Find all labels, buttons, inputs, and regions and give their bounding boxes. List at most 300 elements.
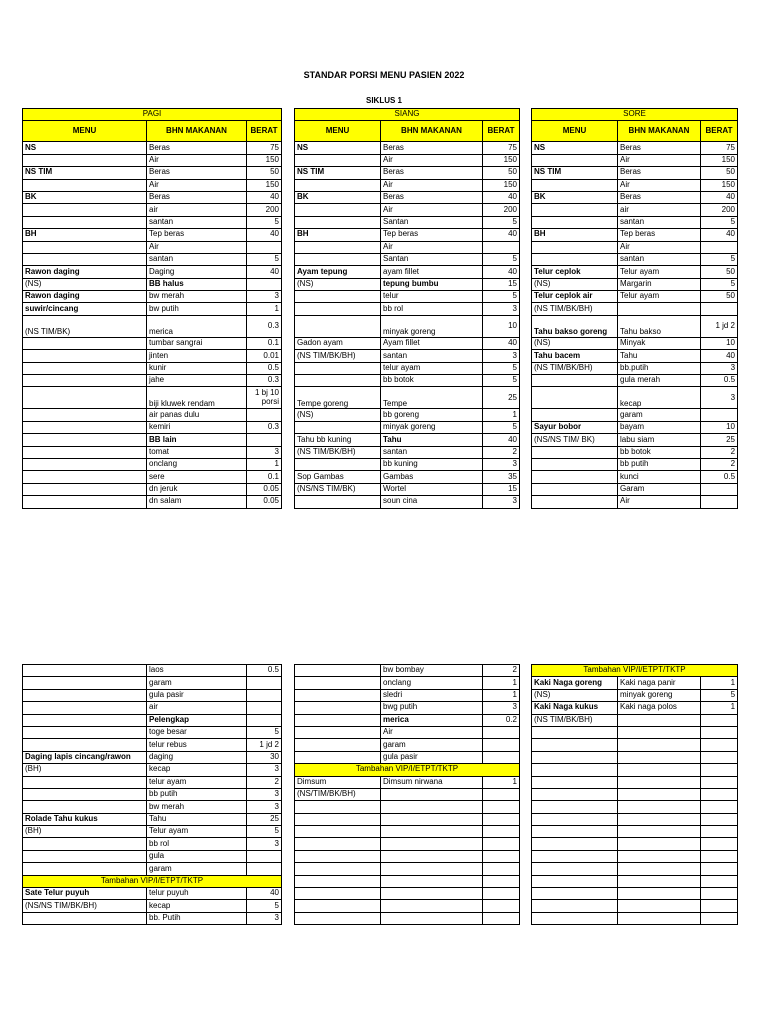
berat-cell xyxy=(483,912,520,924)
table-row xyxy=(23,726,282,738)
berat-cell: 0.5 xyxy=(247,362,282,374)
table-row xyxy=(295,375,520,387)
menu-cell xyxy=(295,216,381,228)
table-row xyxy=(23,434,282,446)
menu-cell xyxy=(295,362,381,374)
table-row xyxy=(295,689,520,701)
berat-cell: 5 xyxy=(701,278,738,290)
berat-cell xyxy=(701,850,738,862)
bhn-cell xyxy=(618,714,701,726)
menu-cell: Tahu bacem xyxy=(532,350,618,362)
berat-cell: 3 xyxy=(247,838,282,850)
bhn-cell xyxy=(618,912,701,924)
table-row xyxy=(23,863,282,875)
bhn-cell: tepung bumbu xyxy=(381,278,483,290)
menu-cell: BH xyxy=(23,229,147,241)
menu-cell: Daging lapis cincang/rawon xyxy=(23,751,147,763)
bhn-cell: bb botok xyxy=(618,446,701,458)
berat-cell: 3 xyxy=(483,458,520,470)
table-row xyxy=(532,216,738,228)
bhn-cell: Tempe xyxy=(381,387,483,409)
table-row xyxy=(23,702,282,714)
menu-cell: (NS) xyxy=(295,278,381,290)
berat-cell xyxy=(701,751,738,763)
table-row xyxy=(532,739,738,751)
bhn-cell: santan xyxy=(147,253,247,265)
bhn-cell: minyak goreng xyxy=(618,689,701,701)
berat-cell xyxy=(701,496,738,508)
berat-cell: 2 xyxy=(483,446,520,458)
bhn-cell: gula xyxy=(147,850,247,862)
berat-cell xyxy=(701,900,738,912)
table-row xyxy=(23,838,282,850)
bhn-cell xyxy=(618,726,701,738)
table-row xyxy=(23,788,282,800)
menu-cell xyxy=(532,458,618,470)
bhn-cell: Pelengkap xyxy=(147,714,247,726)
berat-cell: 0.1 xyxy=(247,337,282,349)
bhn-cell: bb. Putih xyxy=(147,912,247,924)
menu-cell xyxy=(532,875,618,887)
table-row xyxy=(532,714,738,726)
table-row xyxy=(532,458,738,470)
bhn-cell xyxy=(618,888,701,900)
berat-cell xyxy=(483,900,520,912)
menu-cell: Kaki Naga kukus xyxy=(532,702,618,714)
table-row xyxy=(532,850,738,862)
table-row xyxy=(532,337,738,349)
menu-cell xyxy=(295,689,381,701)
bhn-cell: Garam xyxy=(618,483,701,495)
berat-cell: 35 xyxy=(483,471,520,483)
table-row xyxy=(23,167,282,179)
berat-cell: 5 xyxy=(247,216,282,228)
menu-cell xyxy=(532,888,618,900)
table-row xyxy=(532,496,738,508)
menu-cell xyxy=(23,496,147,508)
table-row xyxy=(23,266,282,278)
berat-cell: 150 xyxy=(247,154,282,166)
bhn-cell: onclang xyxy=(147,458,247,470)
table-row xyxy=(532,471,738,483)
menu-cell xyxy=(23,204,147,216)
bhn-cell: Kaki naga panir xyxy=(618,677,701,689)
berat-cell xyxy=(483,788,520,800)
berat-cell: 40 xyxy=(483,337,520,349)
menu-cell xyxy=(532,154,618,166)
bhn-cell xyxy=(618,863,701,875)
bhn-cell xyxy=(381,888,483,900)
berat-cell xyxy=(483,888,520,900)
table-row xyxy=(295,229,520,241)
menu-cell xyxy=(23,241,147,253)
berat-cell: 150 xyxy=(483,154,520,166)
berat-cell: 5 xyxy=(247,253,282,265)
header-berat: BERAT xyxy=(701,121,738,142)
berat-cell: 1 xyxy=(483,409,520,421)
table-row xyxy=(532,179,738,191)
table-row xyxy=(23,776,282,788)
menu-cell xyxy=(532,788,618,800)
berat-cell: 3 xyxy=(701,362,738,374)
bhn-cell: soun cina xyxy=(381,496,483,508)
bhn-cell: bw merah xyxy=(147,291,247,303)
table-row xyxy=(23,191,282,203)
table-row xyxy=(295,278,520,290)
bhn-cell: bb putih xyxy=(147,788,247,800)
berat-cell: 150 xyxy=(701,179,738,191)
table-row xyxy=(295,253,520,265)
section-pagi: PAGI xyxy=(23,109,282,121)
berat-cell xyxy=(483,801,520,813)
menu-cell: Tahu bb kuning xyxy=(295,434,381,446)
table-row xyxy=(23,154,282,166)
bhn-cell: tomat xyxy=(147,446,247,458)
menu-cell: Ayam tepung xyxy=(295,266,381,278)
menu-cell: BK xyxy=(295,191,381,203)
berat-cell: 0.5 xyxy=(701,471,738,483)
berat-cell xyxy=(247,434,282,446)
table-row xyxy=(23,204,282,216)
bhn-cell: bw putih xyxy=(147,303,247,315)
table-row xyxy=(532,702,738,714)
table-row xyxy=(295,350,520,362)
bhn-cell: merica xyxy=(381,714,483,726)
menu-cell: (NS TIM/BK/BH) xyxy=(295,446,381,458)
table-row xyxy=(295,266,520,278)
bhn-cell: Air xyxy=(147,154,247,166)
menu-cell: (NS) xyxy=(532,689,618,701)
berat-cell: 5 xyxy=(483,253,520,265)
berat-cell xyxy=(247,850,282,862)
table-row xyxy=(23,813,282,825)
bhn-cell xyxy=(618,303,701,315)
table-row xyxy=(23,888,282,900)
menu-cell xyxy=(295,496,381,508)
table-row xyxy=(23,875,282,887)
menu-cell xyxy=(23,801,147,813)
bhn-cell: Beras xyxy=(618,167,701,179)
menu-cell: Rolade Tahu kukus xyxy=(23,813,147,825)
berat-cell xyxy=(483,726,520,738)
table-row xyxy=(23,751,282,763)
bhn-cell: Air xyxy=(618,154,701,166)
berat-cell: 200 xyxy=(483,204,520,216)
menu-cell xyxy=(295,421,381,433)
table-row xyxy=(295,813,520,825)
table-row xyxy=(532,191,738,203)
bhn-cell xyxy=(618,751,701,763)
bhn-cell xyxy=(618,739,701,751)
bhn-cell xyxy=(618,875,701,887)
table-row xyxy=(295,409,520,421)
berat-cell: 1 xyxy=(483,689,520,701)
bhn-cell xyxy=(381,813,483,825)
table-row xyxy=(532,888,738,900)
table-row xyxy=(23,850,282,862)
berat-cell xyxy=(701,739,738,751)
berat-cell: 1 xyxy=(247,303,282,315)
bhn-cell: kunir xyxy=(147,362,247,374)
bhn-cell xyxy=(381,801,483,813)
table-row xyxy=(23,179,282,191)
menu-cell xyxy=(23,375,147,387)
berat-cell: 5 xyxy=(483,216,520,228)
section-siang: SIANG xyxy=(295,109,520,121)
bhn-cell: Tep beras xyxy=(618,229,701,241)
table-row xyxy=(23,483,282,495)
bhn-cell: Air xyxy=(381,726,483,738)
menu-cell xyxy=(295,801,381,813)
bhn-cell: Wortel xyxy=(381,483,483,495)
table-row xyxy=(532,387,738,409)
berat-cell: 25 xyxy=(701,434,738,446)
berat-cell: 40 xyxy=(247,888,282,900)
berat-cell: 5 xyxy=(247,826,282,838)
bhn-cell: Telur ayam xyxy=(618,266,701,278)
menu-cell xyxy=(23,838,147,850)
menu-cell xyxy=(532,850,618,862)
bhn-cell: Telur ayam xyxy=(147,826,247,838)
table-row xyxy=(295,739,520,751)
menu-cell: BK xyxy=(23,191,147,203)
berat-cell: 5 xyxy=(483,375,520,387)
menu-cell xyxy=(532,863,618,875)
berat-cell: 40 xyxy=(483,191,520,203)
bhn-cell: air xyxy=(147,204,247,216)
berat-cell: 0.05 xyxy=(247,496,282,508)
table-row xyxy=(295,751,520,763)
menu-cell xyxy=(23,665,147,677)
table-row xyxy=(295,471,520,483)
berat-cell: 200 xyxy=(247,204,282,216)
table-row xyxy=(23,303,282,315)
menu-cell: (NS) xyxy=(295,409,381,421)
bhn-cell: santan xyxy=(147,216,247,228)
bhn-cell: minyak goreng xyxy=(381,315,483,337)
bhn-cell: Air xyxy=(618,241,701,253)
berat-cell: 5 xyxy=(247,726,282,738)
berat-cell xyxy=(701,813,738,825)
bhn-cell: sledri xyxy=(381,689,483,701)
menu-cell xyxy=(295,714,381,726)
bhn-cell: Tep beras xyxy=(147,229,247,241)
menu-cell xyxy=(295,375,381,387)
table-row xyxy=(295,776,520,788)
header-berat: BERAT xyxy=(483,121,520,142)
menu-cell xyxy=(532,826,618,838)
berat-cell: 0.05 xyxy=(247,483,282,495)
table-row xyxy=(23,278,282,290)
menu-cell: suwir/cincang xyxy=(23,303,147,315)
berat-cell: 40 xyxy=(247,191,282,203)
bhn-cell: Beras xyxy=(147,142,247,154)
table-row xyxy=(23,253,282,265)
header-bhn: BHN MAKANAN xyxy=(618,121,701,142)
table-row xyxy=(532,266,738,278)
table-row xyxy=(532,483,738,495)
table-row xyxy=(23,714,282,726)
table-row xyxy=(295,204,520,216)
table-row xyxy=(295,303,520,315)
bhn-cell xyxy=(618,826,701,838)
menu-cell xyxy=(295,751,381,763)
menu-cell xyxy=(532,739,618,751)
menu-cell xyxy=(295,154,381,166)
berat-cell: 0.3 xyxy=(247,421,282,433)
berat-cell: 150 xyxy=(247,179,282,191)
berat-cell xyxy=(701,726,738,738)
table-row xyxy=(295,241,520,253)
berat-cell xyxy=(701,483,738,495)
bhn-cell xyxy=(381,826,483,838)
berat-cell: 75 xyxy=(483,142,520,154)
bhn-cell: laos xyxy=(147,665,247,677)
menu-cell xyxy=(532,776,618,788)
menu-cell xyxy=(23,471,147,483)
table-row xyxy=(532,665,738,677)
berat-cell: 5 xyxy=(483,421,520,433)
menu-cell: Dimsum xyxy=(295,776,381,788)
menu-cell: Telur ceplok xyxy=(532,266,618,278)
menu-cell xyxy=(23,387,147,409)
menu-cell: (NS) xyxy=(532,278,618,290)
menu-cell: Rawon daging xyxy=(23,291,147,303)
menu-cell xyxy=(532,179,618,191)
menu-cell: (NS/NS TIM/BK) xyxy=(295,483,381,495)
tambahan-banner: Tambahan VIP/I/ETPT/TKTP xyxy=(23,875,282,887)
bhn-cell: bw merah xyxy=(147,801,247,813)
table-row xyxy=(23,912,282,924)
menu-cell xyxy=(23,253,147,265)
bhn-cell: garam xyxy=(618,409,701,421)
table-row xyxy=(532,421,738,433)
bhn-cell: BB halus xyxy=(147,278,247,290)
bhn-cell: Tep beras xyxy=(381,229,483,241)
berat-cell: 50 xyxy=(701,266,738,278)
menu-cell: Sate Telur puyuh xyxy=(23,888,147,900)
bhn-cell: Beras xyxy=(147,167,247,179)
bhn-cell: gula pasir xyxy=(381,751,483,763)
menu-cell xyxy=(295,850,381,862)
table-row xyxy=(295,863,520,875)
table-row xyxy=(23,315,282,337)
table-row xyxy=(23,291,282,303)
berat-cell: 0.5 xyxy=(701,375,738,387)
menu-cell: Rawon daging xyxy=(23,266,147,278)
bhn-cell: Margarin xyxy=(618,278,701,290)
berat-cell: 3 xyxy=(247,788,282,800)
berat-cell: 5 xyxy=(483,362,520,374)
bhn-cell: bayam xyxy=(618,421,701,433)
table-row xyxy=(532,303,738,315)
berat-cell: 30 xyxy=(247,751,282,763)
bhn-cell: Santan xyxy=(381,253,483,265)
bhn-cell: bb kuning xyxy=(381,458,483,470)
table-row xyxy=(295,496,520,508)
table-row xyxy=(532,434,738,446)
table-row xyxy=(23,241,282,253)
berat-cell xyxy=(247,702,282,714)
bhn-cell: Kaki naga polos xyxy=(618,702,701,714)
bhn-cell: Air xyxy=(381,154,483,166)
table-row xyxy=(23,496,282,508)
menu-cell: Telur ceplok air xyxy=(532,291,618,303)
berat-cell xyxy=(247,677,282,689)
menu-cell xyxy=(532,726,618,738)
berat-cell: 0.5 xyxy=(247,665,282,677)
menu-cell xyxy=(295,702,381,714)
table-row xyxy=(532,838,738,850)
berat-cell: 3 xyxy=(247,291,282,303)
berat-cell: 2 xyxy=(701,458,738,470)
berat-cell: 15 xyxy=(483,278,520,290)
berat-cell: 0.2 xyxy=(483,714,520,726)
menu-cell xyxy=(23,863,147,875)
menu-cell xyxy=(23,409,147,421)
table-row xyxy=(23,801,282,813)
menu-cell: Kaki Naga goreng xyxy=(532,677,618,689)
berat-cell: 1 xyxy=(701,677,738,689)
berat-cell: 1 bj 10 porsi xyxy=(247,387,282,409)
berat-cell: 3 xyxy=(247,446,282,458)
bhn-cell: kecap xyxy=(147,900,247,912)
table-row xyxy=(532,677,738,689)
berat-cell: 3 xyxy=(247,764,282,776)
berat-cell xyxy=(483,838,520,850)
table-row xyxy=(295,838,520,850)
bhn-cell: Daging xyxy=(147,266,247,278)
table-row xyxy=(23,350,282,362)
bhn-cell: telur ayam xyxy=(147,776,247,788)
berat-cell: 1 jd 2 xyxy=(247,739,282,751)
bhn-cell xyxy=(381,912,483,924)
table-row xyxy=(532,726,738,738)
menu-cell: (BH) xyxy=(23,764,147,776)
table-row xyxy=(532,788,738,800)
berat-cell xyxy=(483,813,520,825)
bhn-cell: air panas dulu xyxy=(147,409,247,421)
menu-cell: (NS TIM/BK/BH) xyxy=(532,303,618,315)
table-row xyxy=(295,888,520,900)
bhn-cell: Beras xyxy=(618,191,701,203)
menu-cell xyxy=(23,446,147,458)
pagi-table-continued xyxy=(22,664,282,925)
berat-cell: 150 xyxy=(701,154,738,166)
menu-cell xyxy=(532,409,618,421)
menu-cell: (NS/NS TIM/BK/BH) xyxy=(23,900,147,912)
table-row xyxy=(23,677,282,689)
table-row xyxy=(532,362,738,374)
bhn-cell: sere xyxy=(147,471,247,483)
table-row xyxy=(23,375,282,387)
menu-cell xyxy=(23,702,147,714)
berat-cell xyxy=(701,409,738,421)
menu-cell xyxy=(23,739,147,751)
table-row xyxy=(295,826,520,838)
berat-cell: 40 xyxy=(483,229,520,241)
table-row xyxy=(295,912,520,924)
table-row xyxy=(295,362,520,374)
table-row xyxy=(532,751,738,763)
bhn-cell: santan xyxy=(618,253,701,265)
bhn-cell: Beras xyxy=(381,167,483,179)
bhn-cell xyxy=(618,813,701,825)
menu-cell: (NS/NS TIM/ BK) xyxy=(532,434,618,446)
menu-cell: (NS TIM/BK/BH) xyxy=(295,350,381,362)
table-row xyxy=(23,337,282,349)
header-bhn: BHN MAKANAN xyxy=(147,121,247,142)
